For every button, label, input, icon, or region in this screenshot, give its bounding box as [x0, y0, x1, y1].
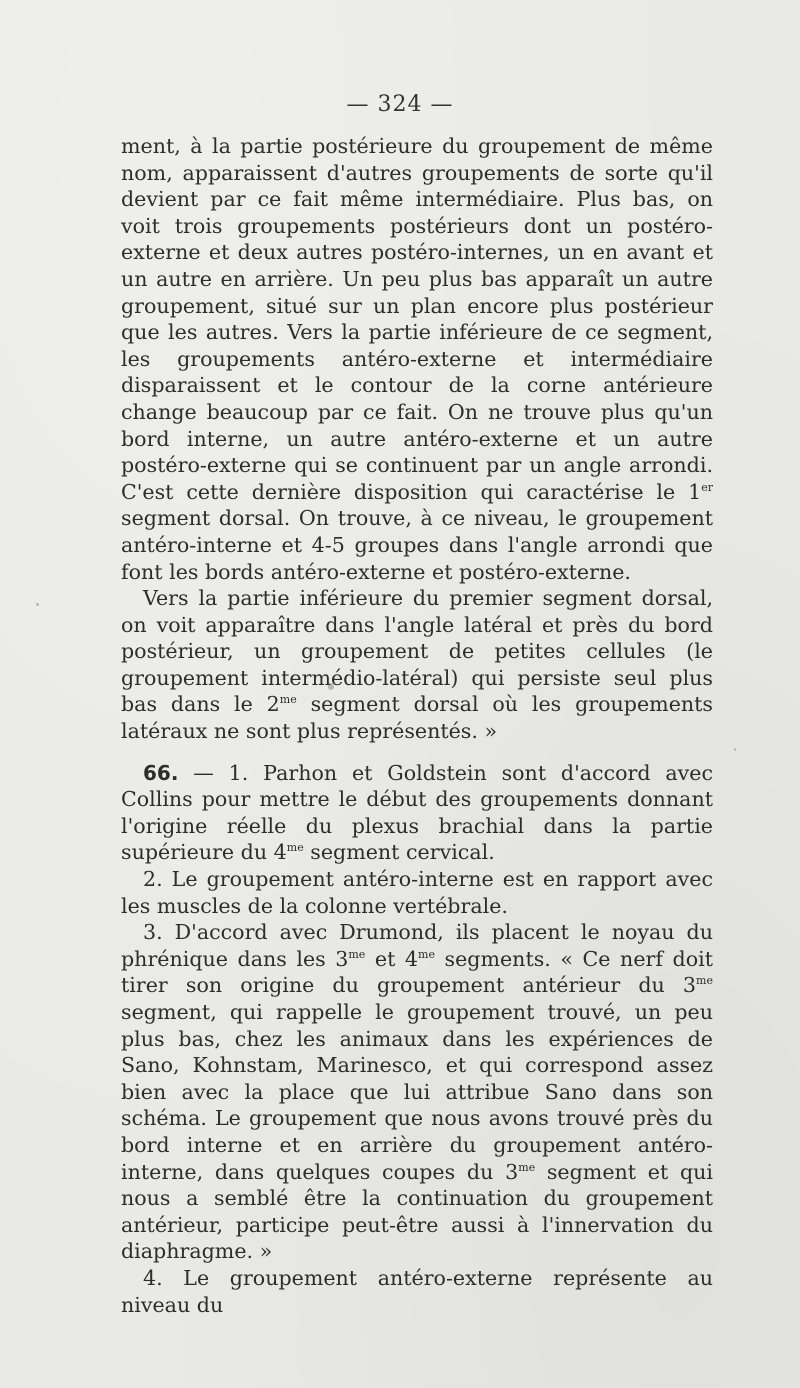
text-run: — 1. Parhon et Goldstein sont d'accord avec Collins pour mettre le début des groupements donnant l'origine réelle du plexus brachial dans la partie supérieure du 4 [121, 760, 713, 865]
superscript: me [279, 693, 297, 707]
text-run: 4. Le groupement antéro-externe représente au niveau du [121, 1265, 713, 1317]
superscript: me [418, 947, 435, 961]
text-run: segment cervical. [303, 840, 495, 865]
paper-speck [734, 748, 736, 751]
paragraph-item-4 [121, 1265, 713, 1318]
text-run: et 4 [365, 946, 419, 971]
section-66-paragraph [121, 760, 713, 866]
text-run: segment dorsal où les groupements latéraux ne sont plus représentés. » [121, 692, 713, 744]
text-run: segments. « Ce nerf doit tirer son origine du groupement antérieur du 3 [121, 946, 713, 998]
superscript: me [348, 947, 366, 961]
paragraph-intermediolateral [121, 585, 713, 745]
superscript: me [696, 974, 713, 988]
paragraph-item-2 [121, 866, 713, 919]
text-run: 3. D'accord avec Drumond, ils placent le noyau du phrénique dans les 3 [121, 920, 713, 971]
body-text [121, 133, 713, 1318]
section-number: 66. [143, 760, 179, 785]
superscript: er [701, 480, 713, 494]
text-run: segment, qui rappelle le groupement trouvé, un peu plus bas, chez les animaux dans les expériences de Sano, Kohnstam, Marinesco, et qui correspond assez bien avec la place que lui attribue Sano dans son schéma. Le groupement que nous avons trouvé près du bord interne et en arrière du groupement antéro-interne, dans quelques coupes du 3 [121, 1000, 713, 1184]
paper-speck [328, 683, 334, 690]
text-run: segment dorsal. On trouve, à ce niveau, le groupement antéro-interne et 4-5 groupes dans l'angle arrondi que font les bords antéro-externe et postéro-externe. [121, 506, 713, 584]
paragraph-item-3 [121, 919, 713, 1265]
text-run: Vers la partie inférieure du premier segment dorsal, on voit apparaître dans l'angle latéral et près du bord postérieur, un groupement de petites cellules (le groupement intermédio-latéral) qui persiste seul plus bas dans le 2 [121, 586, 713, 717]
text-run: segment et qui nous a semblé être la continuation du groupement antérieur, participe peut-être aussi à l'innervation du diaphragme. » [121, 1159, 714, 1264]
superscript: me [286, 841, 304, 855]
text-run: 2. Le groupement antéro-interne est en rapport avec les muscles de la colonne vertébrale. [121, 867, 713, 918]
superscript: me [518, 1160, 536, 1174]
text-run: ment, à la partie postérieure du groupement de même nom, apparaissent d'autres groupements de sorte qu'il devient par ce fait même intermédiaire. Plus bas, on voit trois groupements postérieurs dont un postéro-externe et deux autres postéro-internes, un en avant et un autre en arrière. Un peu plus bas apparaît un autre groupement, situé sur un plan encore plus postérieur que les autres. Vers la partie inférieure de ce segment, les groupements antéro-externe et intermédiaire disparaissent et le contour de la corne antérieure change beaucoup par ce fait. On ne trouve plus qu'un bord interne, un autre antéro-externe et un autre postéro-externe qui se continuent par un angle arrondi. C'est cette dernière disposition qui caractérise le 1 [121, 134, 713, 504]
page-number: — 324 — [346, 92, 454, 117]
paragraph-continuation [121, 133, 713, 585]
paper-speck [36, 603, 39, 606]
